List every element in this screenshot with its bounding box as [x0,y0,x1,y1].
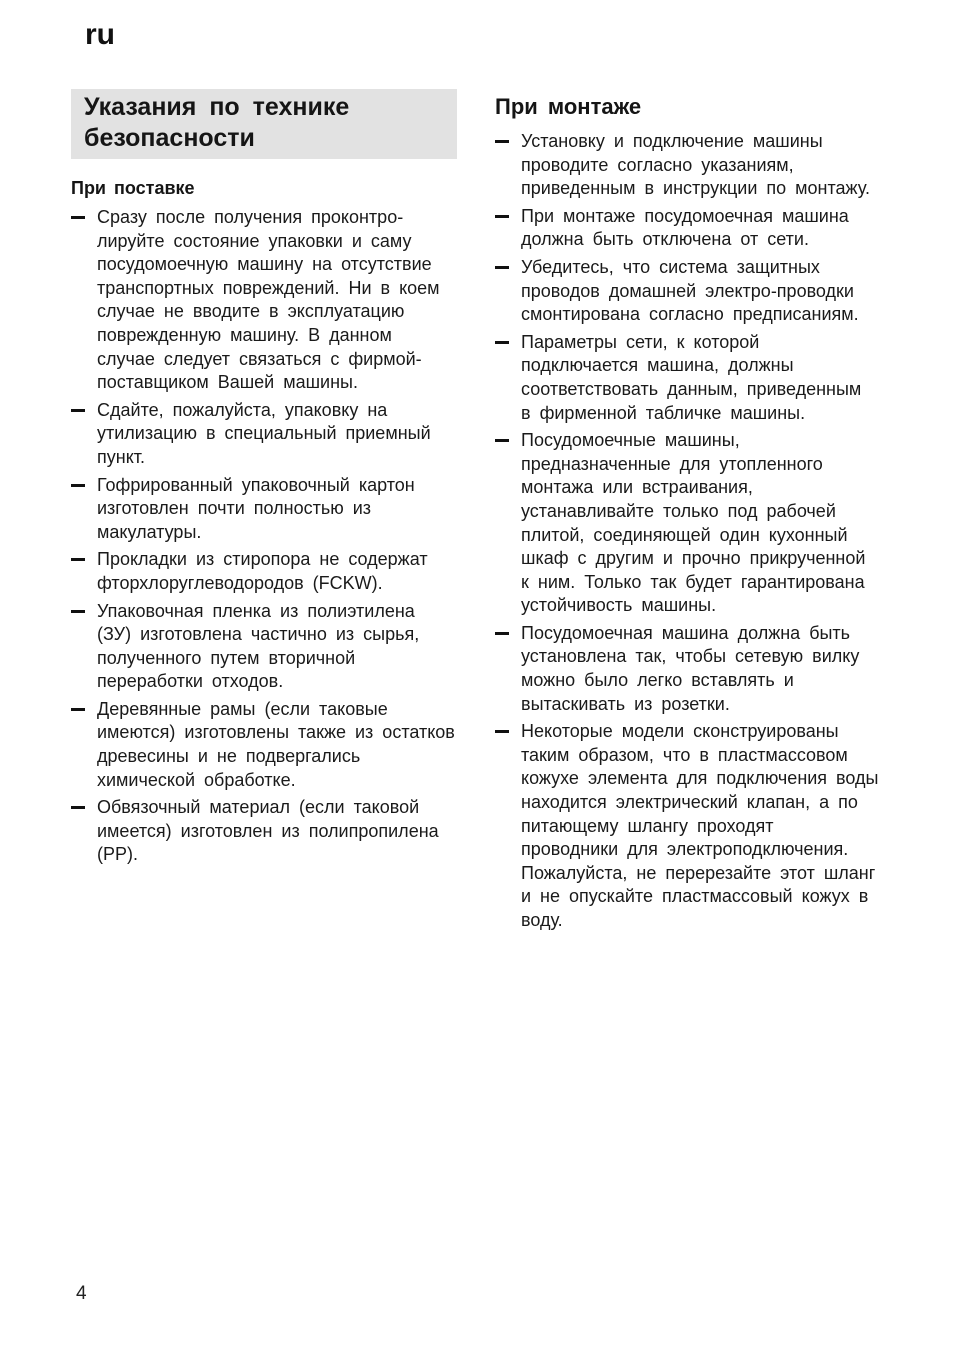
section-title-line2: безопасности [84,124,255,152]
section-title-line1: Указания по технике [84,93,350,121]
list-item: Деревянные рамы (если таковые имеются) изготовлены также из остатков древесины и не подвергались химической обработке. [71,698,457,792]
dash-bullet [495,341,509,344]
delivery-subheading: При поставке [71,178,195,198]
list-item: Гофрированный упаковочный картон изготовлен почти полностью из макулатуры. [71,474,457,545]
list-item: Некоторые модели сконструированы таким образом, что в пластмассовом кожухе элемента для подключения воды находится электрический клапан, а по питающему шлангу проходят проводники для электроподключения. Пожалуйста, не перерезайте этот шланг и не опускайте пластмассовый кожух в воду. [495,720,879,932]
left-column [71,89,457,871]
list-item: Упаковочная пленка из полиэтилена (ЗУ) изготовлена частично из сырья, полученного путем вторичной переработки отходов. [71,600,457,694]
dash-bullet [495,730,509,733]
list-item: Посудомоечная машина должна быть установлена так, чтобы сетевую вилку можно было легко вставлять и вытаскивать из розетки. [495,622,879,716]
dash-bullet [71,484,85,487]
list-item: Установку и подключение машины проводите согласно указаниям, приведенным в инструкции по монтажу. [495,130,879,201]
list-item: Параметры сети, к которой подключается машина, должны соответствовать данным, приведенным в фирменной табличке машины. [495,331,879,425]
dash-bullet [71,806,85,809]
section-title-box [71,89,457,159]
dash-bullet [71,409,85,412]
list-item: Убедитесь, что система защитных проводов домашней электро-проводки смонтирована согласно предписаниям. [495,256,879,327]
list-item: Сразу после получения проконтро-лируйте состояние упаковки и саму посудомоечную машину на отсутствие транспортных повреждений. Ни в коем случае не вводите в эксплуатацию поврежденную машину. В данном случае следует связаться с фирмой-поставщиком Вашей машины. [71,206,457,395]
dash-bullet [495,266,509,269]
list-item: Посудомоечные машины, предназначенные для утопленного монтажа или встраивания, устанавливайте только под рабочей плитой, соединяющей один кухонный шкаф с другим и прочно прикрученной к ним. Только так будет гарантирована устойчивость машины. [495,429,879,618]
list-item: Прокладки из стиропора не содержат фторхлоруглеводородов (FCKW). [71,548,457,595]
list-item: При монтаже посудомоечная машина должна быть отключена от сети. [495,205,879,252]
page-number: 4 [76,1283,87,1304]
dash-bullet [71,216,85,219]
dash-bullet [71,610,85,613]
installation-list [495,130,879,933]
list-item: Обвязочный материал (если таковой имеется) изготовлен из полипропилена (PP). [71,796,457,867]
list-item: Сдайте, пожалуйста, упаковку на утилизацию в специальный приемный пункт. [71,399,457,470]
dash-bullet [71,558,85,561]
dash-bullet [495,632,509,635]
dash-bullet [495,140,509,143]
dash-bullet [71,708,85,711]
language-tag: ru [85,18,115,51]
dash-bullet [495,439,509,442]
dash-bullet [495,215,509,218]
delivery-list [71,206,457,867]
installation-heading: При монтаже [495,94,642,119]
section-title [84,92,445,154]
right-column [495,89,879,937]
